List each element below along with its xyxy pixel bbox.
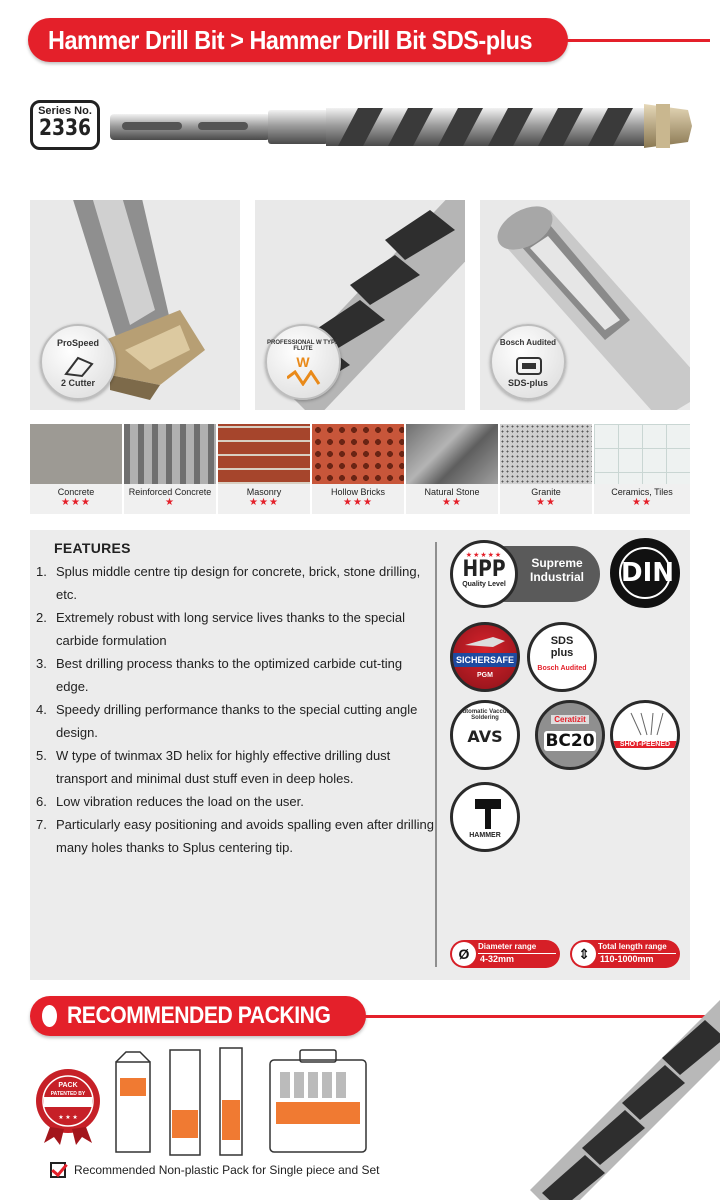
svg-text:★ ★ ★: ★ ★ ★ — [58, 1115, 78, 1121]
material-masonry — [218, 424, 310, 514]
length-range-label: Total length range — [598, 942, 667, 951]
sds-plus-text: SDS-plus — [507, 378, 548, 388]
closeup-tip-image — [30, 200, 240, 410]
drill-bit-icon — [465, 633, 505, 651]
material-reinforced-concrete — [124, 424, 216, 514]
material-rating: ★★★ — [61, 497, 91, 508]
sds-plus-badge-text: SDS plus — [550, 635, 574, 659]
material-ceramics-tiles — [594, 424, 690, 514]
material-name: Concrete — [57, 487, 95, 497]
avs-text: AVS — [467, 727, 503, 746]
w-letter: W — [296, 354, 310, 370]
material-rating: ★ — [165, 497, 175, 508]
hammer-text: HAMMER — [469, 832, 501, 839]
material-rating: ★★ — [442, 497, 462, 508]
two-cutter-icon — [64, 354, 94, 378]
material-swatch — [594, 424, 690, 484]
ceratizit-badge — [535, 700, 605, 770]
material-rating: ★★★ — [249, 497, 279, 508]
diameter-range-value: 4-32mm — [480, 954, 515, 964]
hammer-badge — [450, 782, 520, 852]
material-rating: ★★★ — [343, 497, 373, 508]
recommended-packing-bar — [30, 996, 366, 1036]
page-title: Hammer Drill Bit > Hammer Drill Bit SDS-plus — [48, 24, 533, 55]
shot-peened-text: SHOT-PEENED — [613, 741, 677, 748]
feature-item: 6. Low vibration reduces the load on the user. — [36, 794, 304, 809]
patent-seal-icon — [30, 1065, 106, 1145]
feature-item: 3. Best drilling process thanks to the optimized carbide cut-ting edge. — [36, 656, 403, 694]
sichersafe-text: SICHERSAFE — [453, 653, 517, 667]
material-swatch — [406, 424, 498, 484]
material-name: Reinforced Concrete — [128, 487, 212, 497]
din-text: DIN — [619, 547, 671, 599]
material-swatch — [30, 424, 122, 484]
helix-icon — [287, 370, 323, 386]
series-number: 2336 — [38, 116, 92, 141]
material-swatch — [312, 424, 404, 484]
page-title-bar — [28, 18, 568, 62]
features-panel — [30, 530, 690, 980]
diameter-range-badge — [450, 940, 560, 968]
avs-badge — [450, 700, 520, 770]
material-rating: ★★ — [536, 497, 556, 508]
pgm-text: PGM — [477, 672, 493, 679]
feature-item: 4. Speedy drilling performance thanks to the special cutting angle design. — [36, 702, 418, 740]
recommended-pack-note — [50, 1162, 380, 1178]
features-divider — [435, 542, 437, 967]
w-type-flute-text: PROFESSIONAL W TYPE FLUTE — [267, 340, 339, 352]
vaccum-soldering-text: Automatic Vaccum Soldering — [458, 709, 512, 721]
seal-pack-text: PACK — [58, 1082, 78, 1089]
features-title: FEATURES — [54, 540, 131, 556]
length-icon: ⇕ — [572, 942, 596, 966]
closeup-shank-image — [480, 200, 690, 410]
recommended-pack-text: Recommended Non-plastic Pack for Single piece and Set — [74, 1163, 380, 1177]
feature-item: 1. Splus middle centre tip design for concrete, brick, stone drilling, etc. — [36, 564, 421, 602]
material-hollow-bricks — [312, 424, 404, 514]
diameter-range-label: Diameter range — [478, 942, 537, 951]
diameter-icon: Ø — [452, 942, 476, 966]
series-label: Series No. — [38, 105, 92, 117]
recommended-packing-title: RECOMMENDED PACKING — [66, 1002, 331, 1029]
material-natural-stone — [406, 424, 498, 514]
two-cutter-text: 2 Cutter — [60, 378, 95, 388]
material-name: Granite — [531, 487, 561, 497]
bosch-audited-text: Bosch Audited — [499, 338, 557, 347]
material-swatch — [124, 424, 216, 484]
sds-shank-icon — [514, 354, 544, 378]
din-badge — [610, 538, 680, 608]
length-range-badge — [570, 940, 680, 968]
material-swatch — [218, 424, 310, 484]
supreme-industrial-text: Supreme Industrial — [529, 556, 584, 584]
quality-level-text: Quality Level — [462, 581, 506, 588]
sichersafe-badge — [450, 622, 520, 692]
ceratizit-text: Ceratizit — [551, 715, 589, 724]
hpp-stars: ★★★★★ — [465, 552, 503, 559]
series-box — [30, 100, 100, 150]
hammer-icon — [473, 797, 503, 831]
title-divider-line — [560, 39, 710, 42]
feature-item: 2. Extremely robust with long service lives thanks to the special carbide formulation — [36, 610, 405, 648]
w-type-flute-badge — [265, 324, 341, 400]
sds-plus-badge — [527, 622, 597, 692]
hpp-circle — [450, 540, 518, 608]
bosch-audited-badge — [490, 324, 566, 400]
packaging-illustration — [110, 1040, 590, 1160]
hpp-text: HPP — [462, 557, 506, 582]
material-concrete — [30, 424, 122, 514]
closeup-flute-image — [255, 200, 465, 410]
bc20-text: BC20 — [545, 731, 595, 751]
decorative-drill-bit-image — [520, 980, 720, 1200]
shot-peening-icon — [627, 711, 667, 741]
prospeed-badge-text: ProSpeed — [56, 338, 99, 348]
hpp-quality-badge — [450, 540, 600, 608]
material-granite — [500, 424, 592, 514]
length-range-value: 110-1000mm — [600, 954, 654, 964]
shot-peened-badge — [610, 700, 680, 770]
material-rating: ★★ — [632, 497, 652, 508]
seal-patented-text: PATENTED BY — [50, 1091, 86, 1097]
material-name: Hollow Bricks — [330, 487, 385, 497]
drill-bit-hero-image — [108, 96, 694, 156]
feature-item: 5. W type of twinmax 3D helix for highly effective drilling dust transport and minimal dust stuff even in deep holes. — [36, 748, 391, 786]
material-name: Natural Stone — [424, 487, 480, 497]
features-list — [36, 560, 436, 859]
material-name: Masonry — [246, 487, 282, 497]
bullet-dot — [42, 1005, 57, 1027]
prospeed-badge — [40, 324, 116, 400]
bosch-audited-badge-text: Bosch Audited — [537, 665, 587, 672]
material-name: Ceramics, Tiles — [611, 487, 673, 497]
material-swatch — [500, 424, 592, 484]
feature-item: 7. Particularly easy positioning and avoids spalling even after drilling many holes thanks to Splus centering tip. — [36, 817, 434, 855]
checkmark-icon — [50, 1162, 66, 1178]
